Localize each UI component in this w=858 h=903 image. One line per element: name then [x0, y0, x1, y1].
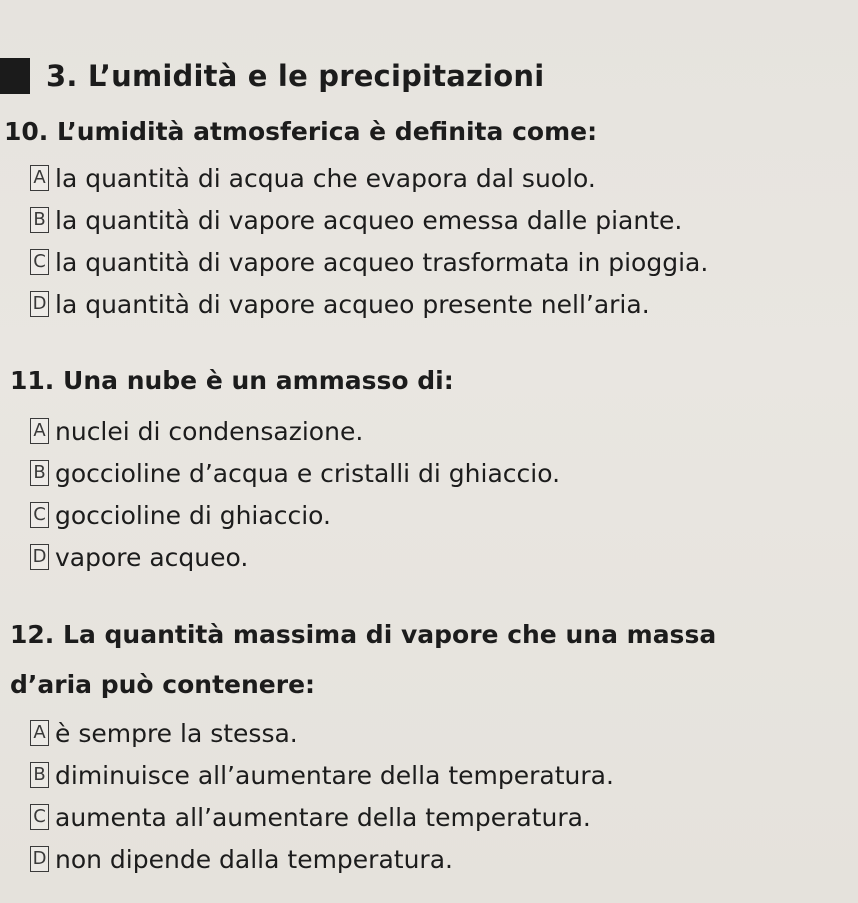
option-letter-box[interactable]: B [30, 762, 49, 788]
option-a[interactable] [30, 712, 716, 754]
options-list [0, 157, 708, 325]
question-text-line2: d’aria può contenere: [10, 670, 316, 699]
option-text: nuclei di condensazione. [55, 416, 364, 446]
section-number: 3. [46, 59, 78, 93]
question-text: L’umidità atmosferica è definita come: [57, 117, 598, 146]
option-d[interactable] [30, 838, 716, 880]
question-text-line1: La quantità massima di vapore che una massa [63, 620, 717, 649]
question-title [0, 364, 560, 398]
option-letter-box[interactable]: C [30, 804, 49, 830]
option-a[interactable] [30, 410, 560, 452]
option-d[interactable] [30, 283, 708, 325]
option-text: goccioline di ghiaccio. [55, 500, 331, 530]
option-letter-box[interactable]: A [30, 720, 49, 746]
option-text: aumenta all’aumentare della temperatura. [55, 802, 591, 832]
option-text: la quantità di vapore acqueo emessa dalle piante. [55, 205, 683, 235]
option-text: vapore acqueo. [55, 542, 249, 572]
question-text: Una nube è un ammasso di: [63, 366, 454, 395]
option-a[interactable] [30, 157, 708, 199]
option-letter-box[interactable]: D [30, 291, 49, 317]
option-text: la quantità di vapore acqueo presente nell’aria. [55, 289, 650, 319]
option-letter-box[interactable]: B [30, 207, 49, 233]
section-title-text: L’umidità e le precipitazioni [87, 59, 545, 93]
option-letter-box[interactable]: A [30, 418, 49, 444]
option-text: goccioline d’acqua e cristalli di ghiaccio. [55, 458, 561, 488]
question-number: 11. [10, 366, 55, 395]
section-title [46, 59, 544, 93]
option-letter-box[interactable]: B [30, 460, 49, 486]
options-list [0, 712, 716, 880]
option-c[interactable] [30, 796, 716, 838]
option-c[interactable] [30, 494, 560, 536]
option-d[interactable] [30, 536, 560, 578]
option-letter-box[interactable]: A [30, 165, 49, 191]
question-number: 10. [4, 117, 49, 146]
option-text: non dipende dalla temperatura. [55, 844, 453, 874]
question-10 [0, 115, 708, 325]
option-letter-box[interactable]: D [30, 544, 49, 570]
option-text: diminuisce all’aumentare della temperatura. [55, 760, 614, 790]
option-letter-box[interactable]: C [30, 502, 49, 528]
option-text: è sempre la stessa. [55, 718, 298, 748]
options-list [0, 410, 560, 578]
question-number: 12. [10, 620, 55, 649]
option-b[interactable] [30, 452, 560, 494]
option-c[interactable] [30, 241, 708, 283]
option-b[interactable] [30, 754, 716, 796]
option-text: la quantità di vapore acqueo trasformata in pioggia. [55, 247, 709, 277]
question-12 [0, 610, 716, 880]
option-text: la quantità di acqua che evapora dal suolo. [55, 163, 596, 193]
question-title [0, 610, 716, 710]
option-letter-box[interactable]: D [30, 846, 49, 872]
question-title [0, 115, 708, 149]
section-marker [0, 58, 30, 94]
section-header [0, 52, 544, 100]
option-letter-box[interactable]: C [30, 249, 49, 275]
question-11 [0, 364, 560, 578]
option-b[interactable] [30, 199, 708, 241]
